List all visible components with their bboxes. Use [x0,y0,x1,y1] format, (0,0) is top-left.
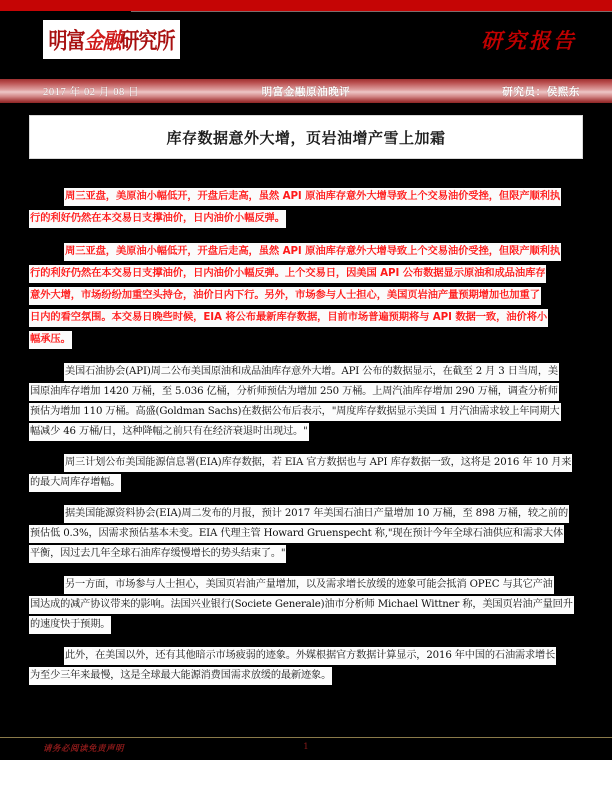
body-line: 美国石油协会(API)周二公布美国原油和成品油库存意外大增。API 公布的数据显示，在截至 2 月 3 日当周，美 [64,363,559,381]
report-analyst: 研究员：侯熙东 [502,86,580,98]
body-line: 预估低 0.3%，因需求预估基本未变。EIA 代理主管 Howard Gruenspecht 称,"现在预计今年全球石油供应和需求大体 [29,525,564,543]
body-line: 国达成的减产协议带来的影响。法国兴业银行(Societe Generale)油市分析师 Michael Wittner 称，美国页岩油产量回升 [29,596,574,614]
body-line: 幅减少 46 万桶/日，这种降幅之前只有在经济衰退时出现过。" [29,423,309,441]
body-paragraph-5 [0,646,612,686]
report-date: 2017 年 02 月 08 日 [43,86,140,98]
body-paragraph-2 [0,453,612,493]
summary-paragraph-1 [0,186,612,230]
body-line: 为至少三年来最慢，这是全球最大能源消费国需求放缓的最新迹象。 [29,667,332,685]
body-line: 预估为增加 110 万桶。高盛(Goldman Sachs)在数据公布后表示，"周度库存数据显示美国 1 月汽油需求较上年同期大 [29,403,561,421]
body-line: 国原油库存增加 1420 万桶，至 5.036 亿桶，分析师预估为增加 250 万桶。上周汽油库存增加 290 万桶，调查分析师 [29,383,559,401]
footer-divider [0,737,612,738]
summary-line: 幅承压。 [29,331,72,349]
page-footer [0,742,612,758]
summary-line: 行的利好仍然在本交易日支撑油价，日内油价小幅反弹。上个交易日，因美国 API 公布数据显示原油和成品油库存 [29,265,546,283]
body-line: 另一方面，市场参与人士担心，美国页岩油产量增加，以及需求增长放缓的迹象可能会抵消 OPEC 与其它产油 [64,576,554,594]
body-line: 周三计划公布美国能源信息署(EIA)库存数据，若 EIA 官方数据也与 API 库存数据一致，这将是 2016 年 10 月来 [64,454,572,472]
summary-line: 意外大增，市场纷纷加重空头持仓，油价日内下行。另外，市场参与人士担心，美国页岩油产量预期增加也加重了 [29,287,541,305]
company-logo [43,20,180,59]
body-paragraph-3 [0,504,612,564]
summary-line: 周三亚盘，美原油小幅低开，开盘后走高，虽然 API 原油库存意外大增导致上个交易油价受挫，但限产顺利执 [64,188,561,206]
body-paragraph-1 [0,362,612,442]
body-line: 此外，在美国以外，还有其他暗示市场疲弱的迹象。外媒根据官方数据计算显示，2016 年中国的石油需求增长 [64,647,556,665]
summary-line: 周三亚盘，美原油小幅低开，开盘后走高，虽然 API 原油库存意外大增导致上个交易油价受挫，但限产顺利执 [64,243,561,261]
body-paragraph-4 [0,575,612,635]
page-bottom-margin [0,760,612,792]
page-title: 库存数据意外大增，页岩油增产雪上加霜 [166,128,446,147]
company-logo-text: 明富金融研究所 [48,28,175,55]
body-line: 的速度快于预期。 [29,616,111,634]
masthead [0,12,612,75]
report-info-bar [0,79,612,103]
report-kind-label: 研究报告 [481,28,577,53]
summary-line: 日内的看空氛围。本交易日晚些时候，EIA 将公布最新库存数据，目前市场普遍预期将与 API 数据一致，油价将小 [29,309,548,327]
headline-box [29,115,583,159]
body-line: 平衡，因过去几年全球石油库存缓慢增长的势头结束了。" [29,545,286,563]
body-line: 据美国能源资料协会(EIA)周二发布的月报，预计 2017 年美国石油日产量增加 10 万桶，至 898 万桶，较之前的 [64,505,569,523]
body-line: 的最大周库存增幅。 [29,474,121,492]
top-red-band [0,0,612,11]
report-content [0,186,612,697]
summary-line: 行的利好仍然在本交易日支撑油价，日内油价小幅反弹。 [29,210,286,228]
report-series-title: 明富金融原油晚评 [261,86,351,98]
footer-disclaimer: 请务必阅读免责声明 [43,744,125,754]
footer-page-number: 1 [303,742,309,752]
summary-paragraph-2 [0,241,612,351]
